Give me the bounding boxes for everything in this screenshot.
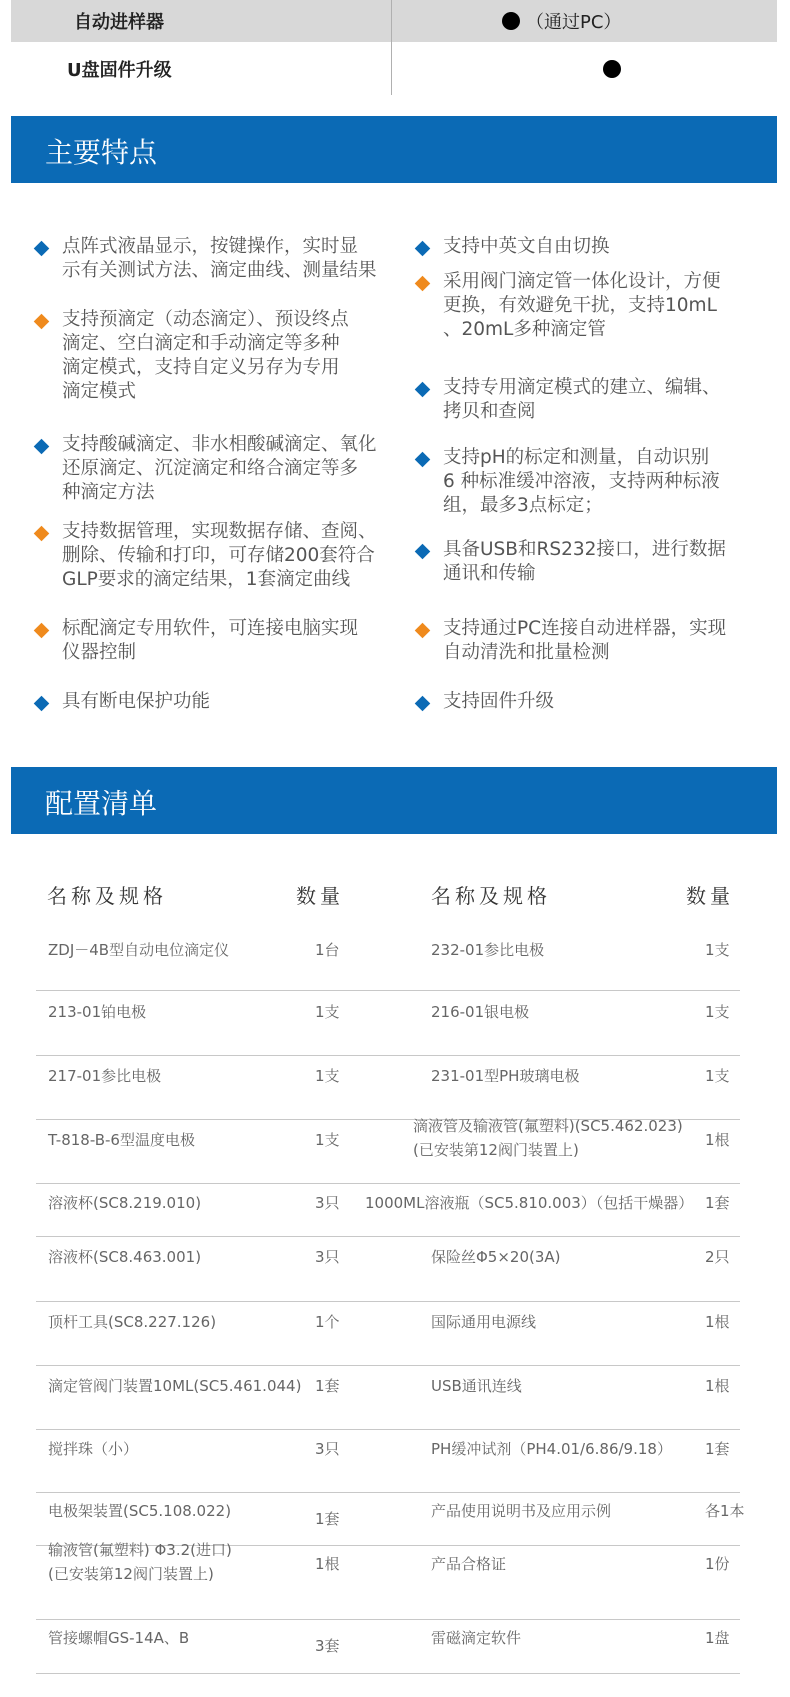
diamond-bullet-icon — [34, 623, 50, 639]
feature-text: 支持专用滴定模式的建立、编辑、 拷贝和查阅 — [443, 377, 721, 422]
feature-text: 采用阀门滴定管一体化设计，方便 更换，有效避免干扰，支持10mL 、20mL多种滴定管 — [443, 271, 721, 340]
config-right-name: 231-01型PH玻璃电极 — [431, 1067, 580, 1085]
config-left-name: 213-01铂电极 — [48, 1003, 147, 1021]
row-divider — [36, 1429, 740, 1430]
feature-text: 具备USB和RS232接口，进行数据 通讯和传输 — [443, 539, 726, 584]
config-right-name: 国际通用电源线 — [431, 1313, 537, 1331]
config-right-qty: 1支 — [705, 1003, 730, 1021]
config-left-qty: 3只 — [315, 1194, 340, 1212]
config-right-qty: 1支 — [705, 1067, 730, 1085]
row-divider — [36, 1619, 740, 1620]
feature-item — [443, 376, 721, 424]
diamond-bullet-icon — [415, 452, 431, 468]
row-divider — [36, 1055, 740, 1056]
diamond-bullet-icon — [34, 696, 50, 712]
spec-table — [11, 0, 777, 95]
feature-text: 支持酸碱滴定、非水相酸碱滴定、氧化 还原滴定、沉淀滴定和络合滴定等多 种滴定方法 — [62, 434, 377, 503]
feature-item — [62, 433, 377, 505]
config-right-name: USB通讯连线 — [431, 1377, 522, 1395]
config-right-name: 保险丝Φ5×20(3A) — [431, 1248, 561, 1266]
row-divider — [36, 1236, 740, 1237]
config-left-name: 顶杆工具(SC8.227.126) — [48, 1313, 217, 1331]
feature-text: 支持通过PC连接自动进样器，实现 自动清洗和批量检测 — [443, 618, 727, 663]
row-divider — [36, 1492, 740, 1493]
row-divider — [36, 1673, 740, 1674]
config-header-qty-left: 数量 — [296, 884, 344, 908]
config-left-qty: 1个 — [315, 1313, 340, 1331]
config-left-name: 滴定管阀门装置10ML(SC5.461.044) — [48, 1377, 302, 1395]
config-left-name: 搅拌珠（小） — [48, 1440, 139, 1458]
config-title: 配置清单 — [45, 787, 158, 820]
config-left-qty: 1台 — [315, 941, 340, 959]
config-left-qty: 1支 — [315, 1003, 340, 1021]
feature-item — [443, 446, 720, 518]
feature-item — [62, 235, 377, 283]
feature-text: 具有断电保护功能 — [62, 691, 211, 712]
spec-row — [11, 42, 777, 95]
feature-text: 支持中英文自由切换 — [443, 236, 610, 257]
config-header-name-left: 名称及规格 — [47, 884, 167, 908]
spec-name: 自动进样器 — [11, 0, 392, 42]
feature-item — [443, 270, 721, 342]
diamond-bullet-icon — [415, 241, 431, 257]
config-left-qty: 1支 — [315, 1067, 340, 1085]
config-right-qty: 1套 — [705, 1194, 730, 1212]
config-left-name: 管接螺帽GS-14A、B — [48, 1629, 190, 1647]
config-header-qty-right: 数量 — [686, 884, 734, 908]
config-left-qty: 3只 — [315, 1248, 340, 1266]
diamond-bullet-icon — [34, 241, 50, 257]
config-left-name: 溶液杯(SC8.219.010) — [48, 1194, 202, 1212]
config-left-name: 217-01参比电极 — [48, 1067, 162, 1085]
config-left-name: 输液管(氟塑料) Φ3.2(进口) (已安装第12阀门装置上) — [48, 1541, 232, 1583]
config-header — [11, 767, 777, 834]
config-left-qty: 3套 — [315, 1637, 340, 1655]
feature-text: 支持固件升级 — [443, 691, 555, 712]
config-right-name: 232-01参比电极 — [431, 941, 545, 959]
spec-value — [392, 0, 777, 42]
feature-item — [443, 538, 726, 586]
row-divider — [36, 1365, 740, 1366]
feature-item — [443, 235, 610, 259]
feature-text: 支持数据管理，实现数据存储、查阅、 删除、传输和打印，可存储200套符合 GLP要求的滴定结果，1套滴定曲线 — [62, 521, 377, 590]
row-divider — [36, 990, 740, 991]
config-right-name: 雷磁滴定软件 — [431, 1629, 522, 1647]
diamond-bullet-icon — [415, 696, 431, 712]
config-right-qty: 1根 — [705, 1131, 730, 1149]
config-left-name: ZDJ－4B型自动电位滴定仪 — [48, 941, 230, 959]
supported-dot-icon — [502, 12, 520, 30]
row-divider — [36, 1301, 740, 1302]
feature-item — [62, 308, 349, 404]
features-title: 主要特点 — [45, 136, 158, 169]
config-right-name: 216-01银电极 — [431, 1003, 530, 1021]
config-right-qty: 1根 — [705, 1313, 730, 1331]
config-left-name: 电极架装置(SC5.108.022) — [48, 1502, 232, 1520]
spec-name: U盘固件升级 — [11, 42, 392, 95]
diamond-bullet-icon — [34, 526, 50, 542]
config-right-name: 产品合格证 — [431, 1555, 507, 1573]
config-left-qty: 3只 — [315, 1440, 340, 1458]
spec-value — [392, 42, 777, 95]
diamond-bullet-icon — [34, 439, 50, 455]
config-right-qty: 2只 — [705, 1248, 730, 1266]
config-right-qty: 1支 — [705, 941, 730, 959]
config-header-name-right: 名称及规格 — [431, 884, 551, 908]
feature-item — [62, 690, 210, 714]
diamond-bullet-icon — [415, 382, 431, 398]
config-left-qty: 1套 — [315, 1510, 340, 1528]
supported-dot-icon — [603, 60, 621, 78]
feature-text: 支持预滴定（动态滴定）、预设终点 滴定、空白滴定和手动滴定等多种 滴定模式，支持自定义另存为专用 滴定模式 — [62, 309, 349, 402]
row-divider — [36, 1183, 740, 1184]
feature-text: 点阵式液晶显示，按键操作，实时显 示有关测试方法、滴定曲线、测量结果 — [62, 236, 377, 281]
config-left-name: 溶液杯(SC8.463.001) — [48, 1248, 202, 1266]
config-right-name: PH缓冲试剂（PH4.01/6.86/9.18） — [431, 1440, 672, 1458]
config-right-name: 滴液管及输液管(氟塑料)(SC5.462.023) (已安装第12阀门装置上) — [413, 1117, 683, 1159]
config-right-qty: 1份 — [705, 1555, 730, 1573]
feature-item — [62, 617, 358, 665]
config-right-name: 1000ML溶液瓶（SC5.810.003）（包括干燥器） — [365, 1194, 694, 1212]
feature-item — [443, 690, 554, 714]
config-right-qty: 1根 — [705, 1377, 730, 1395]
spec-value-text: （通过PC） — [526, 12, 622, 33]
diamond-bullet-icon — [415, 544, 431, 560]
diamond-bullet-icon — [415, 276, 431, 292]
config-right-qty: 1盘 — [705, 1629, 730, 1647]
config-right-qty: 各1本 — [705, 1502, 745, 1520]
feature-text: 标配滴定专用软件，可连接电脑实现 仪器控制 — [62, 618, 359, 663]
config-left-qty: 1套 — [315, 1377, 340, 1395]
feature-item — [443, 617, 726, 665]
diamond-bullet-icon — [34, 314, 50, 330]
diamond-bullet-icon — [415, 623, 431, 639]
feature-text: 支持pH的标定和测量，自动识别 6 种标准缓冲溶液，支持两种标液 组，最多3点标定； — [443, 447, 720, 516]
config-right-qty: 1套 — [705, 1440, 730, 1458]
config-right-name: 产品使用说明书及应用示例 — [431, 1502, 612, 1520]
feature-item — [62, 520, 377, 592]
config-left-qty: 1支 — [315, 1131, 340, 1149]
spec-row — [11, 0, 777, 42]
config-left-name: T-818-B-6型温度电极 — [48, 1131, 195, 1149]
config-left-qty: 1根 — [315, 1555, 340, 1573]
features-header — [11, 116, 777, 183]
